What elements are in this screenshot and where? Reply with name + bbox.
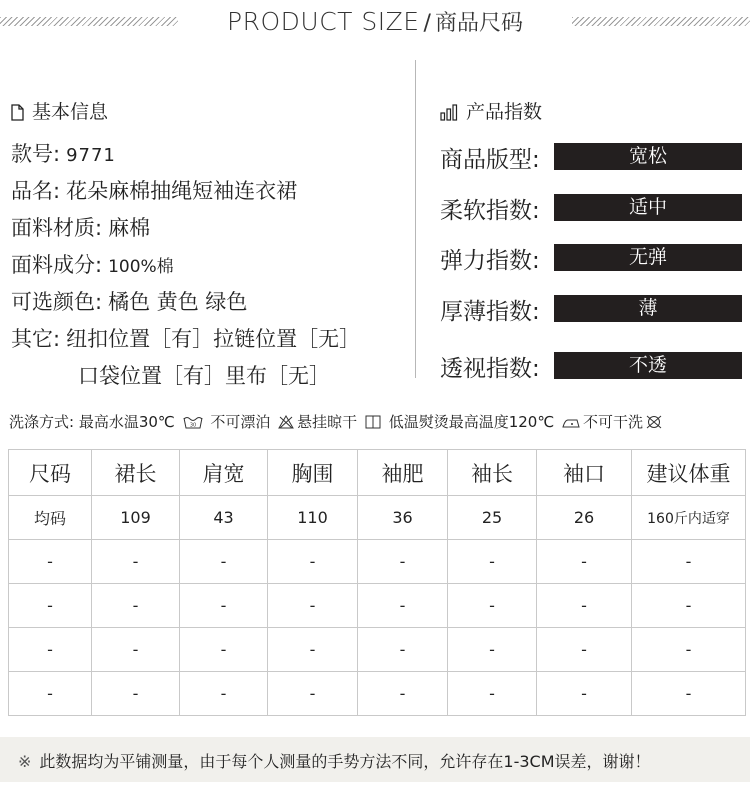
footer-note xyxy=(0,737,750,782)
table-cell: - xyxy=(268,584,358,628)
svg-text:30: 30 xyxy=(189,422,196,429)
table-cell: 均码 xyxy=(9,496,92,540)
page-title xyxy=(178,6,572,37)
info-value: 100%棉 xyxy=(108,257,174,277)
no-dry-clean-icon xyxy=(646,415,662,433)
info-value: 橘色 黄色 绿色 xyxy=(108,290,248,314)
footer-message: 此数据均为平铺测量，由于每个人测量的手势方法不同，允许存在1-3CM误差，谢谢！ xyxy=(39,752,651,771)
table-cell: - xyxy=(448,584,537,628)
table-header-cell: 肩宽 xyxy=(180,450,268,496)
table-cell: - xyxy=(9,540,92,584)
info-label: 面料成分: xyxy=(11,253,103,277)
table-cell: 36 xyxy=(358,496,448,540)
table-cell: 110 xyxy=(268,496,358,540)
table-row xyxy=(9,540,746,584)
info-row-other xyxy=(11,323,360,353)
basic-info-title xyxy=(11,97,108,126)
info-value: 口袋位置［有］里布［无］ xyxy=(78,364,330,388)
table-cell: - xyxy=(632,628,746,672)
table-header-cell: 建议体重 xyxy=(632,450,746,496)
table-cell: 25 xyxy=(448,496,537,540)
index-value: 适中 xyxy=(554,194,742,221)
title-cn: 商品尺码 xyxy=(434,11,523,36)
table-cell: - xyxy=(537,672,632,716)
product-index-title-text: 产品指数 xyxy=(466,101,543,123)
care-item: 不可干洗 xyxy=(582,413,643,431)
table-cell: - xyxy=(537,628,632,672)
index-value: 不透 xyxy=(554,352,742,379)
table-header-cell: 袖口 xyxy=(537,450,632,496)
info-value: 纽扣位置［有］拉链位置［无］ xyxy=(66,327,361,351)
info-label: 面料材质: xyxy=(11,216,103,240)
table-row xyxy=(9,584,746,628)
table-cell: 109 xyxy=(92,496,180,540)
footer-text xyxy=(18,749,651,772)
wash-30-icon xyxy=(183,415,203,433)
size-table xyxy=(8,449,746,716)
table-row xyxy=(9,672,746,716)
index-value: 宽松 xyxy=(554,143,742,170)
table-cell: - xyxy=(358,540,448,584)
info-row-colors xyxy=(11,286,247,316)
table-cell: - xyxy=(180,540,268,584)
index-label: 透视指数: xyxy=(440,356,540,382)
title-separator: / xyxy=(423,11,431,36)
table-row xyxy=(9,628,746,672)
table-cell: - xyxy=(92,672,180,716)
info-row-material xyxy=(11,212,150,242)
index-label: 弹力指数: xyxy=(440,248,540,274)
table-cell: 43 xyxy=(180,496,268,540)
info-label: 其它: xyxy=(11,327,61,351)
care-item: 不可漂泊 xyxy=(210,413,271,431)
index-value: 无弹 xyxy=(554,244,742,271)
info-label: 可选颜色: xyxy=(11,290,103,314)
info-value: 花朵麻棉抽绳短袖连衣裙 xyxy=(66,179,298,203)
info-row-style-no xyxy=(11,138,116,168)
table-cell: - xyxy=(537,540,632,584)
table-header-cell: 袖肥 xyxy=(358,450,448,496)
table-cell: - xyxy=(92,540,180,584)
info-row-product-name xyxy=(11,175,297,205)
table-header-cell: 胸围 xyxy=(268,450,358,496)
table-row xyxy=(9,496,746,540)
basic-info-title-text: 基本信息 xyxy=(32,101,109,123)
care-prefix: 洗涤方式: xyxy=(9,413,75,431)
header-hatch-left xyxy=(0,17,178,26)
table-cell: - xyxy=(268,672,358,716)
info-row-other-line2 xyxy=(78,360,330,390)
no-bleach-icon xyxy=(278,415,294,433)
table-cell: - xyxy=(632,540,746,584)
header-hatch-right xyxy=(572,17,750,26)
info-row-composition xyxy=(11,249,174,279)
reference-mark-icon: ※ xyxy=(18,752,32,771)
section-divider xyxy=(415,60,416,378)
table-cell: - xyxy=(180,628,268,672)
table-cell: - xyxy=(448,540,537,584)
table-cell: - xyxy=(180,672,268,716)
info-label: 品名: xyxy=(11,179,61,203)
table-cell: - xyxy=(92,628,180,672)
table-cell: - xyxy=(448,628,537,672)
title-en: PRODUCT SIZE xyxy=(227,7,420,36)
index-label: 商品版型: xyxy=(440,147,540,173)
table-header-cell: 袖长 xyxy=(448,450,537,496)
table-header-cell: 裙长 xyxy=(92,450,180,496)
care-instructions xyxy=(9,411,665,433)
table-cell: - xyxy=(180,584,268,628)
bar-chart-icon xyxy=(440,104,458,126)
info-value: 9771 xyxy=(66,145,116,166)
index-label: 厚薄指数: xyxy=(440,299,540,325)
hang-dry-icon xyxy=(365,415,381,433)
care-item: 悬挂晾干 xyxy=(297,413,358,431)
index-label: 柔软指数: xyxy=(440,198,540,224)
table-header-cell: 尺码 xyxy=(9,450,92,496)
table-cell: - xyxy=(632,584,746,628)
table-header-row xyxy=(9,450,746,496)
table-cell: - xyxy=(358,672,448,716)
document-icon xyxy=(11,104,24,126)
table-cell: 26 xyxy=(537,496,632,540)
table-cell: - xyxy=(92,584,180,628)
table-cell: - xyxy=(268,628,358,672)
table-cell: 160斤内适穿 xyxy=(632,496,746,540)
iron-low-icon xyxy=(562,415,580,433)
table-cell: - xyxy=(537,584,632,628)
table-cell: - xyxy=(358,628,448,672)
table-cell: - xyxy=(9,672,92,716)
care-item: 最高水温30℃ xyxy=(78,413,175,431)
table-cell: - xyxy=(358,584,448,628)
product-index-title xyxy=(440,97,542,126)
info-label: 款号: xyxy=(11,142,61,166)
table-cell: - xyxy=(268,540,358,584)
table-cell: - xyxy=(9,584,92,628)
care-item: 低温熨烫最高温度120℃ xyxy=(388,413,555,431)
index-value: 薄 xyxy=(554,295,742,322)
info-value: 麻棉 xyxy=(108,216,151,240)
table-cell: - xyxy=(632,672,746,716)
table-cell: - xyxy=(9,628,92,672)
table-cell: - xyxy=(448,672,537,716)
